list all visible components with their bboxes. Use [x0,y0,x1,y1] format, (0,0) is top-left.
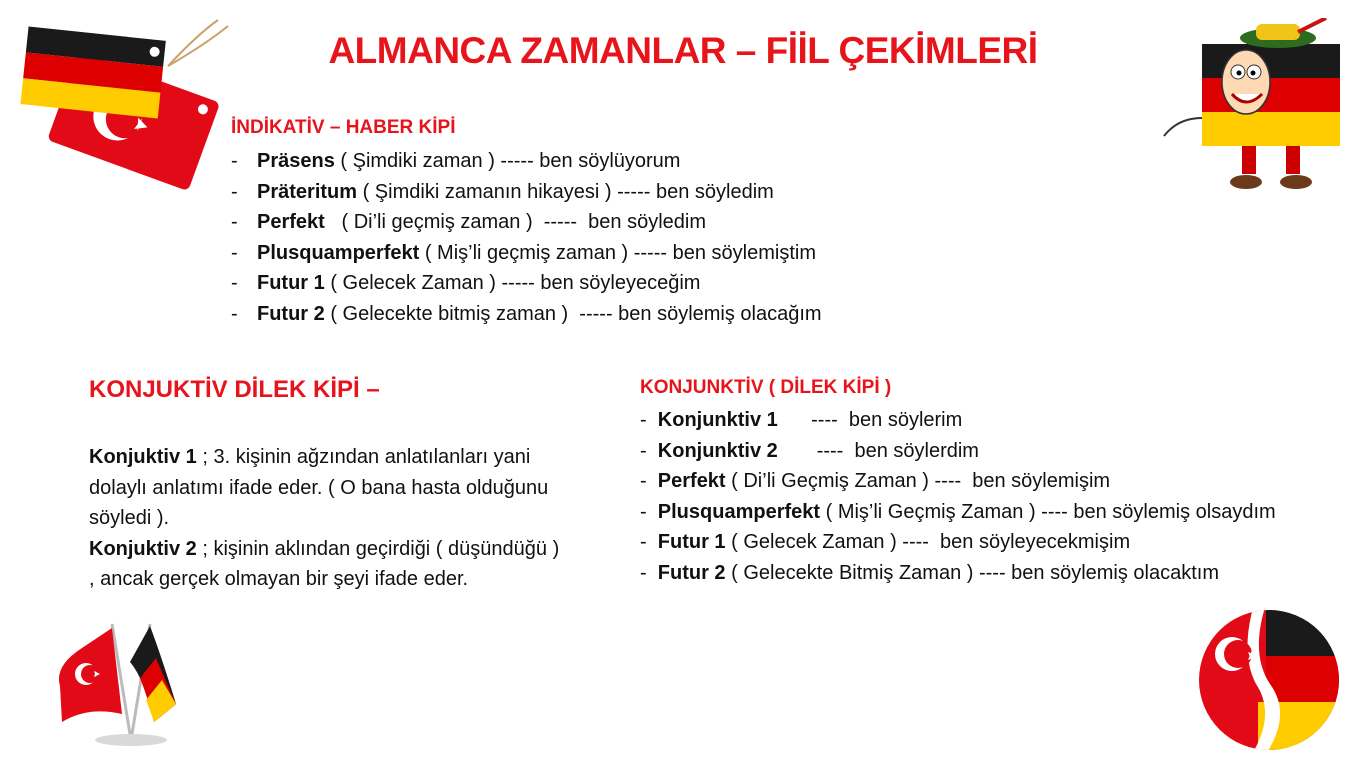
list-dash: - [640,561,658,584]
tense-description: ( Şimdiki zamanın hikayesi ) ----- ben söyledim [357,180,774,203]
konjuktiv-explanation [89,442,569,595]
list-item [640,497,1290,528]
list-item [640,466,1290,497]
konjuktiv-2-term: Konjuktiv 2 [89,537,197,560]
indikativ-list [231,146,822,330]
list-dash: - [640,500,658,523]
list-item [640,558,1290,589]
tense-description: ( Di’li geçmiş zaman ) ----- ben söyledim [324,211,706,234]
tense-term: Konjunktiv 1 [657,409,778,431]
tense-term: Konjunktiv 2 [657,439,778,462]
tense-description: ---- ben söylerdim [777,439,979,462]
tense-description: ( Gelecekte Bitmiş Zaman ) ---- ben söylemiş olacaktım [725,561,1220,584]
list-dash: - [231,150,238,172]
tense-description: ( Miş’li Geçmiş Zaman ) ---- ben söylemiş olsaydım [820,500,1276,523]
konjuktiv-1-text: ; 3. kişinin ağzından anlatılanları yani dolaylı anlatımı ifade eder. ( O bana hasta olduğunu söyledi ). [89,446,549,530]
konjuktiv-heading: KONJUKTİV DİLEK KİPİ – [89,376,380,403]
konjunktiv-list [640,405,1290,589]
list-item [231,238,822,269]
tense-term: Präsens [257,150,335,172]
list-dash: - [231,180,238,203]
list-item [640,405,1290,436]
konjuktiv-2-text: ; kişinin aklından geçirdiği ( düşündüğü ) , ancak gerçek olmayan bir şeyi ifade eder. [89,537,560,591]
tense-description: ( Gelecekte bitmiş zaman ) ----- ben söylemiş olacağım [324,302,822,325]
konjuktiv-2-paragraph [89,534,569,595]
list-dash: - [231,241,238,264]
list-dash: - [231,272,238,295]
tense-term: Plusquamperfekt [257,241,420,264]
list-dash: - [640,470,658,493]
turkish-german-circle-icon [1196,604,1342,754]
page-title: ALMANCA ZAMANLAR – FİİL ÇEKİMLERİ [328,30,1038,71]
tense-term: Futur 1 [657,531,726,554]
tense-description: ( Miş’li geçmiş zaman ) ----- ben söylemiştim [419,241,816,264]
list-dash: - [640,531,658,554]
tense-term: Futur 1 [257,272,325,295]
list-item [231,299,822,330]
list-item [640,436,1290,467]
tense-term: Futur 2 [657,561,726,584]
tense-term: Perfekt [257,211,325,234]
list-dash: - [640,409,658,431]
list-item [231,146,822,177]
tense-description: ---- ben söylerim [777,409,963,431]
list-item [231,268,822,299]
tense-description: ( Di’li Geçmiş Zaman ) ---- ben söylemişim [725,470,1111,493]
list-dash: - [231,302,238,325]
tense-description: ( Gelecek Zaman ) ---- ben söyleyecekmişim [725,531,1131,554]
desk-flags-icon [52,618,192,750]
german-turkish-flag-tags-icon [18,14,230,200]
list-item [231,207,822,238]
list-item [640,527,1290,558]
german-flag-mascot-icon [1158,18,1344,198]
konjuktiv-1-term: Konjuktiv 1 [89,446,197,468]
tense-term: Plusquamperfekt [657,500,821,523]
tense-term: Präteritum [257,180,358,203]
konjuktiv-1-paragraph [89,442,569,534]
tense-term: Perfekt [657,470,726,493]
list-dash: - [231,211,238,234]
indikativ-heading: İNDİKATİV – HABER KİPİ [231,117,456,138]
konjunktiv-heading: KONJUNKTİV ( DİLEK KİPİ ) [640,377,892,398]
list-item [231,177,822,208]
tense-term: Futur 2 [257,302,325,325]
tense-description: ( Şimdiki zaman ) ----- ben söylüyorum [334,150,681,172]
list-dash: - [640,439,658,462]
tense-description: ( Gelecek Zaman ) ----- ben söyleyeceğim [324,272,701,295]
